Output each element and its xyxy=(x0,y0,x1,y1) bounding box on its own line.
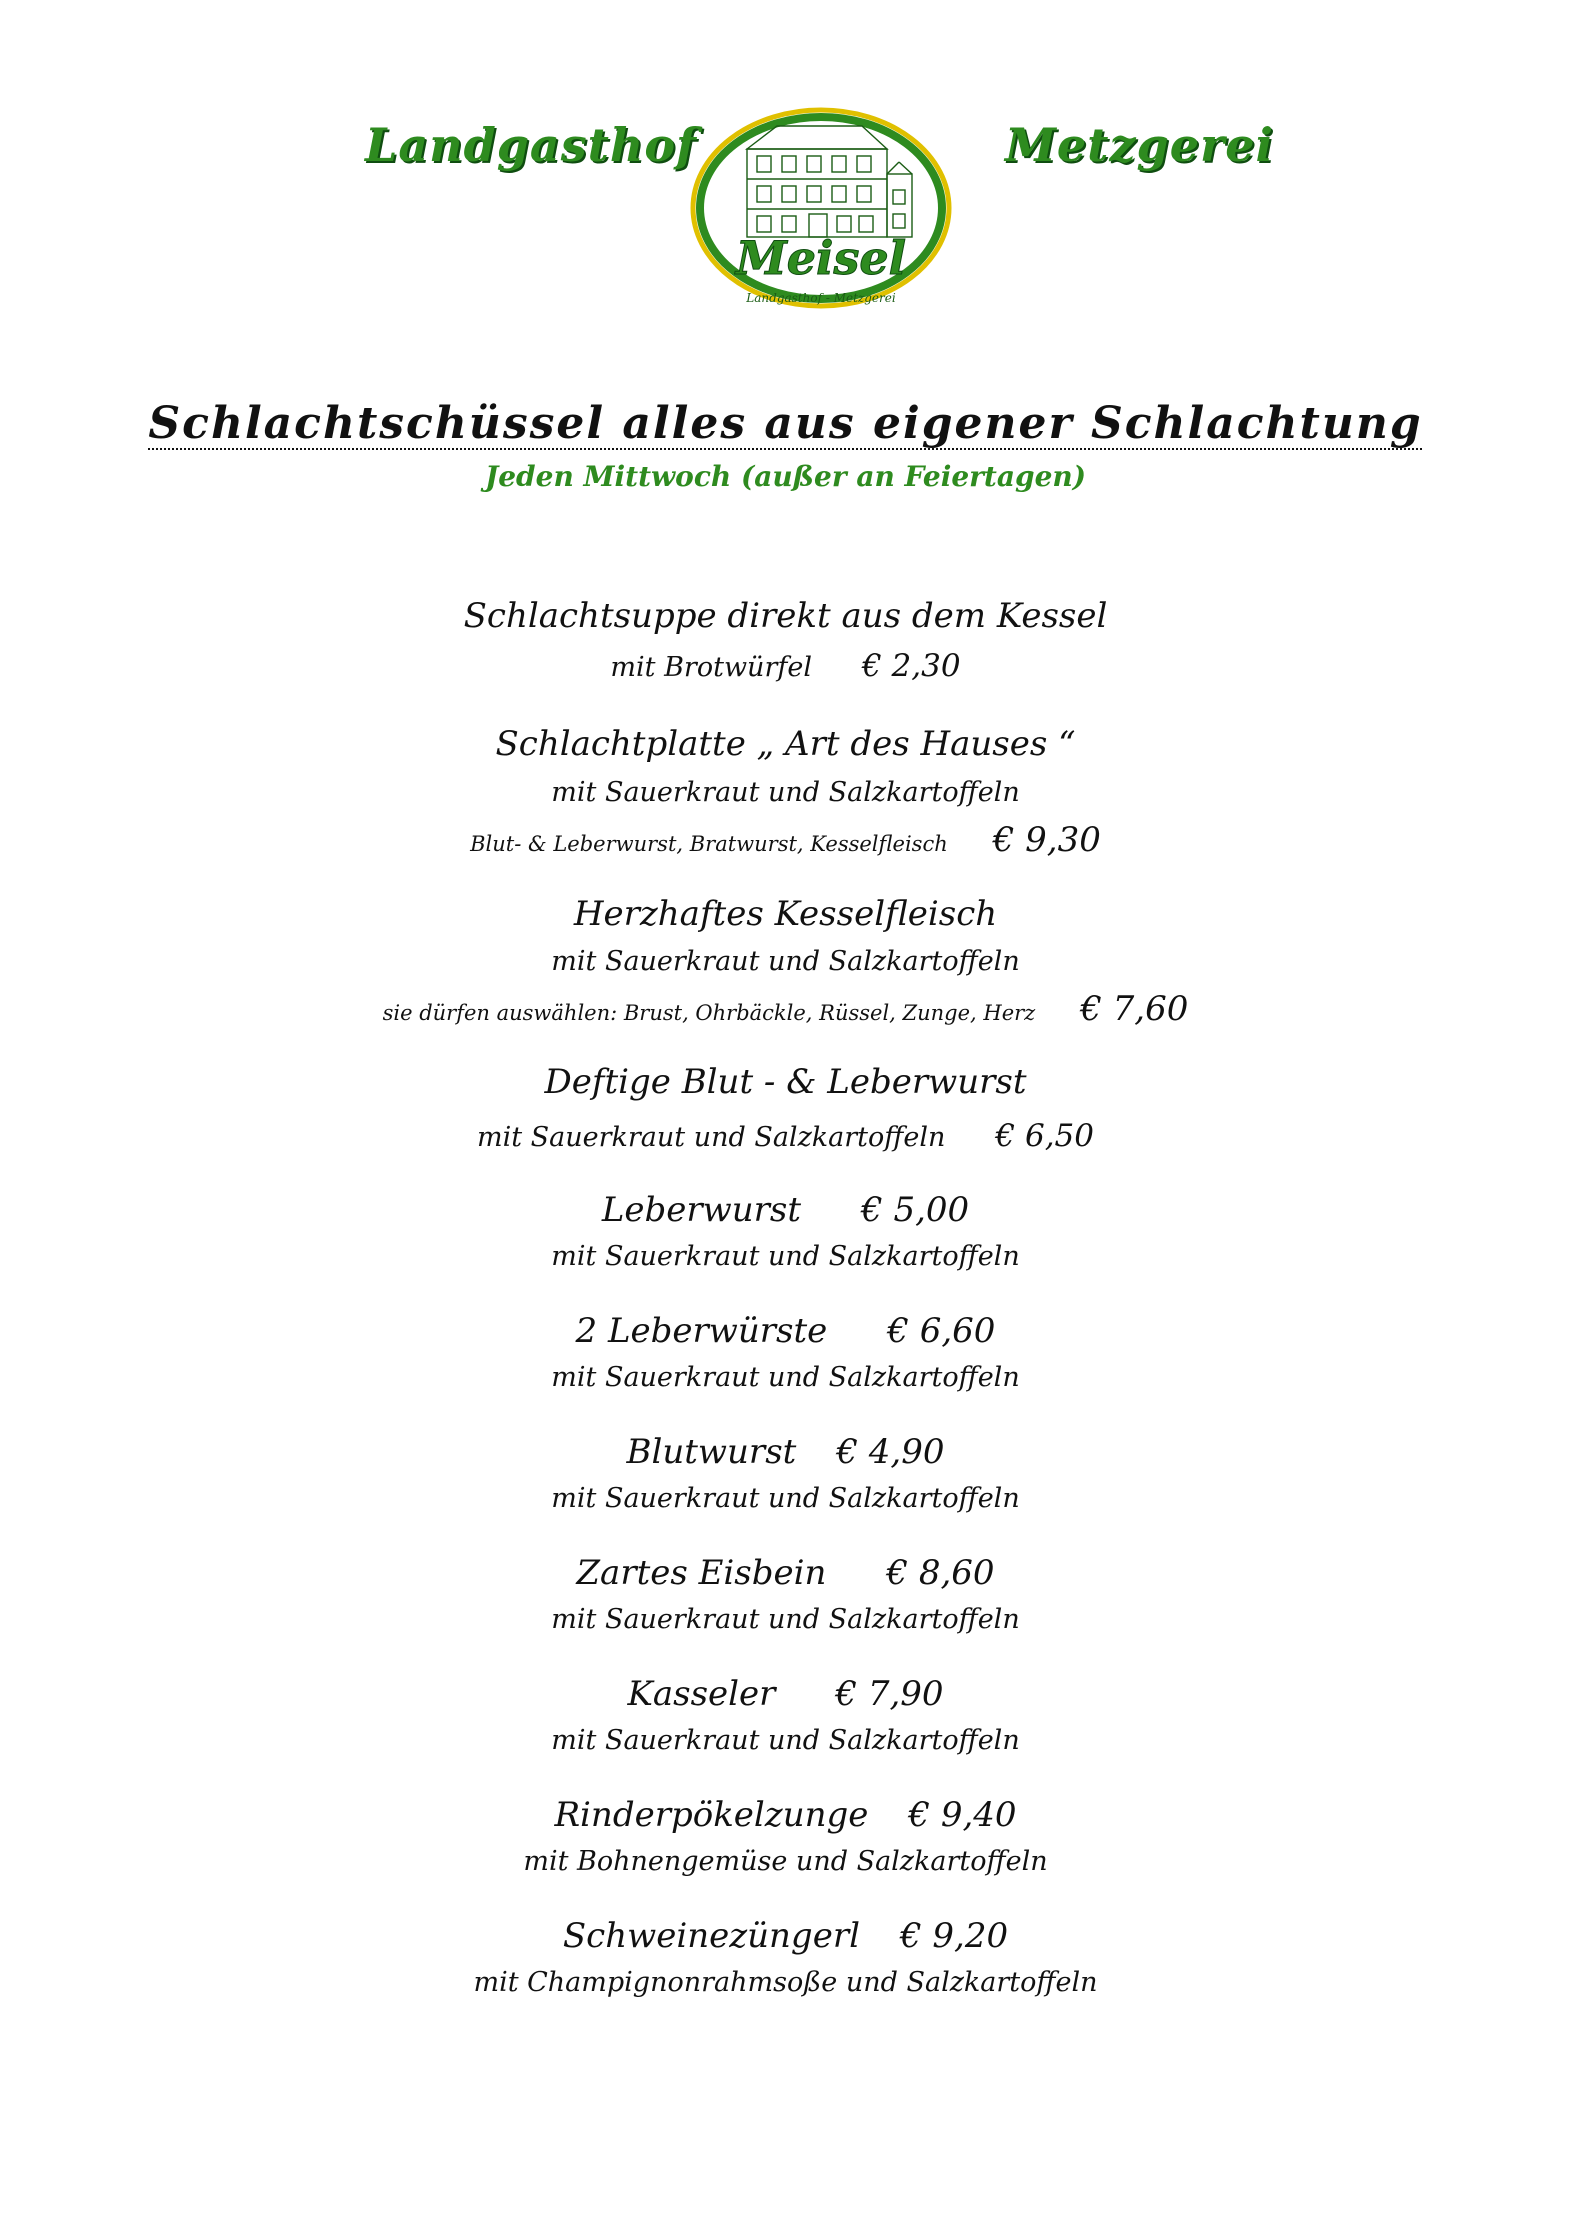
menu-item-line xyxy=(0,1674,1571,1714)
logo-tagline: Landgasthof - Metzgerei xyxy=(746,291,896,305)
menu-title-text: Schlachtschüssel alles aus eigener Schlachtung xyxy=(148,398,1423,449)
menu-item-sub: mit Brotwürfel xyxy=(610,652,812,683)
menu-item-sub: mit Bohnengemüse und Salzkartoffeln xyxy=(523,1846,1048,1877)
menu-item-sub: mit Sauerkraut und Salzkartoffeln xyxy=(551,1483,1020,1514)
menu-item-price: € 4,90 xyxy=(836,1432,945,1472)
menu-item-line xyxy=(0,1311,1571,1351)
menu-item-name: Deftige Blut - & Leberwurst xyxy=(544,1062,1027,1102)
header-right-word: Metzgerei xyxy=(1005,118,1274,172)
menu-item-price: € 6,60 xyxy=(887,1311,996,1351)
menu-item-price: € 7,90 xyxy=(835,1674,944,1714)
menu-item-sub: mit Sauerkraut und Salzkartoffeln xyxy=(551,777,1020,808)
menu-item-name: Blutwurst xyxy=(626,1432,797,1472)
menu-item-sub: mit Sauerkraut und Salzkartoffeln xyxy=(551,1362,1020,1393)
header-left-word: Landgasthof xyxy=(365,118,697,172)
menu-item-name: Schweinezüngerl xyxy=(562,1916,860,1956)
menu-item-sub: mit Sauerkraut und Salzkartoffeln xyxy=(476,1122,946,1153)
menu-item-detail: sie dürfen auswählen: Brust, Ohrbäckle, Rüssel, Zunge, Herz xyxy=(382,1001,1036,1025)
menu-item-name: Schlachtplatte „ Art des Hauses “ xyxy=(495,724,1076,764)
menu-item-price: € 7,60 xyxy=(1080,989,1189,1029)
menu-subtitle: Jeden Mittwoch (außer an Feiertagen) xyxy=(484,460,1086,493)
menu-item-price: € 6,50 xyxy=(995,1118,1095,1154)
menu-item-line xyxy=(0,1432,1571,1472)
menu-item-sub: mit Champignonrahmsoße und Salzkartoffeln xyxy=(473,1967,1098,1998)
menu-item-line xyxy=(0,1190,1571,1230)
menu-item-price: € 9,30 xyxy=(992,820,1101,860)
menu-item-sub: mit Sauerkraut und Salzkartoffeln xyxy=(551,946,1020,977)
menu-item-price: € 9,20 xyxy=(899,1916,1009,1956)
logo-name: Meisel xyxy=(735,231,907,285)
menu-item-line xyxy=(0,1553,1571,1593)
menu-item-line xyxy=(0,1795,1571,1835)
menu-item-line xyxy=(0,648,1571,684)
menu-item-name: Kasseler xyxy=(627,1674,776,1714)
menu-item-price: € 5,00 xyxy=(861,1190,970,1230)
menu-item-name: Herzhaftes Kesselfleisch xyxy=(573,894,998,934)
menu-item-sub: mit Sauerkraut und Salzkartoffeln xyxy=(551,1604,1020,1635)
menu-item-name: 2 Leberwürste xyxy=(575,1311,828,1351)
menu-item-line xyxy=(0,1916,1571,1956)
menu-item-line xyxy=(0,989,1571,1029)
menu-item-price: € 9,40 xyxy=(908,1795,1017,1835)
menu-item-sub: mit Sauerkraut und Salzkartoffeln xyxy=(551,1725,1020,1756)
menu-item-line xyxy=(0,1118,1571,1154)
menu-item-name: Leberwurst xyxy=(601,1190,802,1230)
menu-item-name: Rinderpökelzunge xyxy=(554,1795,869,1835)
menu-item-price: € 2,30 xyxy=(861,648,961,684)
menu-item-sub: mit Sauerkraut und Salzkartoffeln xyxy=(551,1241,1020,1272)
meisel-logo xyxy=(687,104,955,326)
menu-item-price: € 8,60 xyxy=(886,1553,995,1593)
menu-item-name: Schlachtsuppe direkt aus dem Kessel xyxy=(463,596,1108,636)
menu-title xyxy=(0,398,1571,449)
menu-item-line xyxy=(0,820,1571,860)
menu-item-name: Zartes Eisbein xyxy=(576,1553,827,1593)
menu-item-detail: Blut- & Leberwurst, Bratwurst, Kesselfleisch xyxy=(470,832,948,856)
